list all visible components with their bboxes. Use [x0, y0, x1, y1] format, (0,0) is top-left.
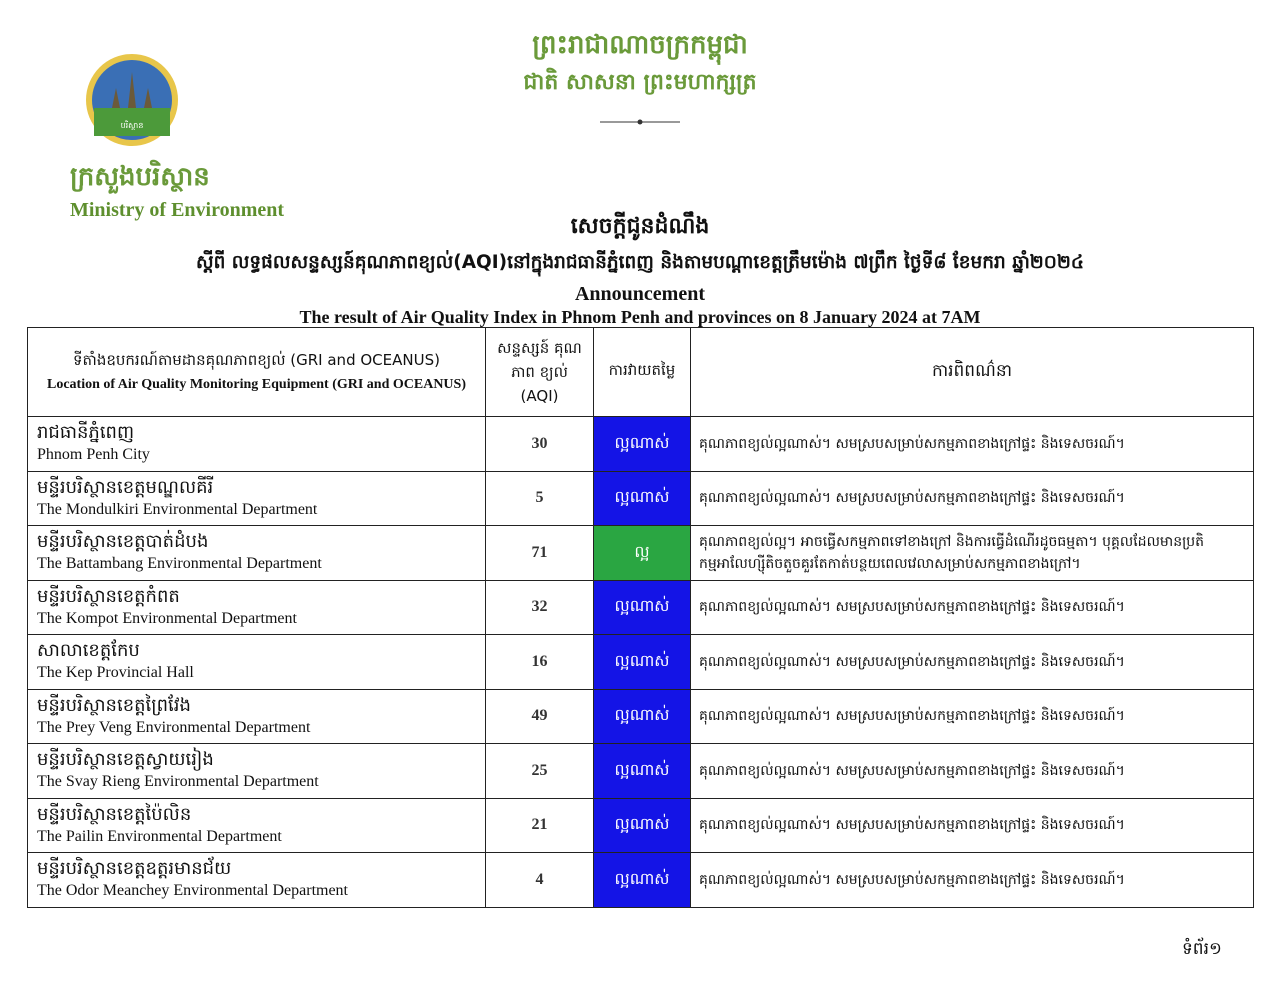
announcement-title-english: Announcement	[574, 283, 705, 305]
location-cell	[28, 635, 486, 690]
description-cell: គុណភាពខ្យល់ល្អ។ អាចធ្វើសកម្មភាពទៅខាងក្រៅ និងការធ្វើដំណើរដូចធម្មតា។ បុគ្គលដែលមានប្រតិកម្មអាលែហ្ស៊ីតិចតួចគួរតែកាត់បន្ថយពេលវេលាសម្រាប់សកម្មភាពខាងក្រៅ។	[691, 526, 1254, 581]
kingdom-title: ព្រះរាជាណាចក្រកម្ពុជា	[532, 30, 748, 60]
description-cell: គុណភាពខ្យល់ល្អណាស់។ សមស្របសម្រាប់សកម្មភាពខាងក្រៅផ្ទះ និងទេសចរណ៍។	[691, 580, 1254, 635]
table-row	[28, 580, 1254, 635]
aqi-table	[27, 327, 1254, 908]
location-cell	[28, 580, 486, 635]
header-aqi: សន្ទស្សន៍ គុណភាព ខ្យល់ (AQI)	[486, 328, 594, 417]
description-cell: គុណភាពខ្យល់ល្អណាស់។ សមស្របសម្រាប់សកម្មភាពខាងក្រៅផ្ទះ និងទេសចរណ៍។	[691, 689, 1254, 744]
location-english: Phnom Penh City	[37, 446, 150, 463]
aqi-value: 25	[486, 744, 594, 799]
location-english: The Kompot Environmental Department	[37, 609, 297, 627]
location-khmer: មន្ទីរបរិស្ថានខេត្តស្វាយរៀង	[37, 749, 214, 770]
aqi-value: 4	[486, 853, 594, 908]
header-location	[28, 328, 486, 417]
aqi-value: 30	[486, 417, 594, 472]
description-cell: គុណភាពខ្យល់ល្អណាស់។ សមស្របសម្រាប់សកម្មភាពខាងក្រៅផ្ទះ និងទេសចរណ៍។	[691, 471, 1254, 526]
description-cell: គុណភាពខ្យល់ល្អណាស់។ សមស្របសម្រាប់សកម្មភាពខាងក្រៅផ្ទះ និងទេសចរណ៍។	[691, 798, 1254, 853]
ministry-logo	[84, 52, 180, 148]
location-cell	[28, 689, 486, 744]
header-description: ការពិពណ៌នា	[691, 328, 1254, 417]
location-khmer: មន្ទីរបរិស្ថានខេត្តកំពត	[37, 585, 180, 607]
rating-badge: ល្អណាស់	[594, 744, 691, 799]
location-khmer: មន្ទីរបរិស្ថានខេត្តឧត្តរមានជ័យ	[37, 858, 232, 879]
description-cell: គុណភាពខ្យល់ល្អណាស់។ សមស្របសម្រាប់សកម្មភាពខាងក្រៅផ្ទះ និងទេសចរណ៍។	[691, 853, 1254, 908]
aqi-value: 49	[486, 689, 594, 744]
table-header-row	[28, 328, 1254, 417]
location-khmer: មន្ទីរបរិស្ថានខេត្តព្រៃវែង	[37, 694, 191, 716]
rating-badge: ល្អណាស់	[594, 853, 691, 908]
location-khmer: មន្ទីរបរិស្ថានខេត្តប៉ៃលិន	[37, 803, 192, 825]
table-row	[28, 471, 1254, 526]
aqi-value: 5	[486, 471, 594, 526]
aqi-value: 71	[486, 526, 594, 581]
location-english: The Pailin Environmental Department	[37, 827, 282, 845]
header-location-english: Location of Air Quality Monitoring Equipment (GRI and OCEANUS)	[46, 377, 466, 392]
ornament-divider	[600, 118, 680, 126]
aqi-value: 21	[486, 798, 594, 853]
table-row	[28, 689, 1254, 744]
table-row	[28, 798, 1254, 853]
location-cell	[28, 526, 486, 581]
logo-text: បរិស្ថាន	[120, 121, 144, 130]
subject-khmer: ស្តីពី លទ្ធផលសន្ទស្សន៍គុណភាពខ្យល់(AQI)នៅក្នុងរាជធានីភ្នំពេញ និងតាមបណ្តាខេត្តត្រឹមម៉ោង ៧ព្រឹក ថ្ងៃទី៨ ខែមករា ឆ្នាំ២០២៤	[195, 252, 1085, 273]
result-title-english: The result of Air Quality Index in Phnom Penh and provinces on 8 January 2024 at 7AM	[299, 307, 981, 327]
location-cell	[28, 417, 486, 472]
header-rating: ការវាយតម្លៃ	[594, 328, 691, 417]
location-khmer: មន្ទីរបរិស្ថានខេត្តមណ្ឌលគីរី	[37, 476, 214, 498]
page-number: ទំព័រ១	[1182, 939, 1222, 959]
location-english: The Kep Provincial Hall	[37, 664, 194, 681]
location-english: The Svay Rieng Environmental Department	[37, 773, 319, 790]
rating-badge: ល្អណាស់	[594, 417, 691, 472]
rating-badge: ល្អ	[594, 526, 691, 581]
rating-badge: ល្អណាស់	[594, 635, 691, 690]
table-row	[28, 853, 1254, 908]
location-khmer: រាជធានីភ្នំពេញ	[37, 422, 135, 443]
location-cell	[28, 744, 486, 799]
location-english: The Battambang Environmental Department	[37, 555, 322, 572]
table-row	[28, 526, 1254, 581]
location-english: The Mondulkiri Environmental Department	[37, 500, 318, 518]
location-english: The Prey Veng Environmental Department	[37, 718, 311, 736]
rating-badge: ល្អណាស់	[594, 471, 691, 526]
aqi-value: 16	[486, 635, 594, 690]
location-cell	[28, 853, 486, 908]
location-english: The Odor Meanchey Environmental Department	[37, 882, 348, 899]
description-cell: គុណភាពខ្យល់ល្អណាស់។ សមស្របសម្រាប់សកម្មភាពខាងក្រៅផ្ទះ និងទេសចរណ៍។	[691, 635, 1254, 690]
header-location-khmer: ទីតាំងឧបករណ៍តាមដានគុណភាពខ្យល់ (GRI and OCEANUS)	[73, 351, 440, 369]
table-row	[28, 635, 1254, 690]
table-row	[28, 417, 1254, 472]
announcement-title-khmer: សេចក្តីជូនដំណឹង	[570, 214, 710, 239]
rating-badge: ល្អណាស់	[594, 689, 691, 744]
location-khmer: មន្ទីរបរិស្ថានខេត្តបាត់ដំបង	[37, 531, 209, 552]
aqi-value: 32	[486, 580, 594, 635]
ministry-name-khmer: ក្រសួងបរិស្ថាន	[70, 162, 210, 192]
rating-badge: ល្អណាស់	[594, 580, 691, 635]
rating-badge: ល្អណាស់	[594, 798, 691, 853]
description-cell: គុណភាពខ្យល់ល្អណាស់។ សមស្របសម្រាប់សកម្មភាពខាងក្រៅផ្ទះ និងទេសចរណ៍។	[691, 744, 1254, 799]
location-cell	[28, 471, 486, 526]
location-cell	[28, 798, 486, 853]
description-cell: គុណភាពខ្យល់ល្អណាស់។ សមស្របសម្រាប់សកម្មភាពខាងក្រៅផ្ទះ និងទេសចរណ៍។	[691, 417, 1254, 472]
location-khmer: សាលាខេត្តកែប	[37, 640, 140, 661]
ministry-name-english: Ministry of Environment	[70, 199, 285, 221]
national-motto: ជាតិ សាសនា ព្រះមហាក្សត្រ	[523, 70, 757, 95]
table-row	[28, 744, 1254, 799]
